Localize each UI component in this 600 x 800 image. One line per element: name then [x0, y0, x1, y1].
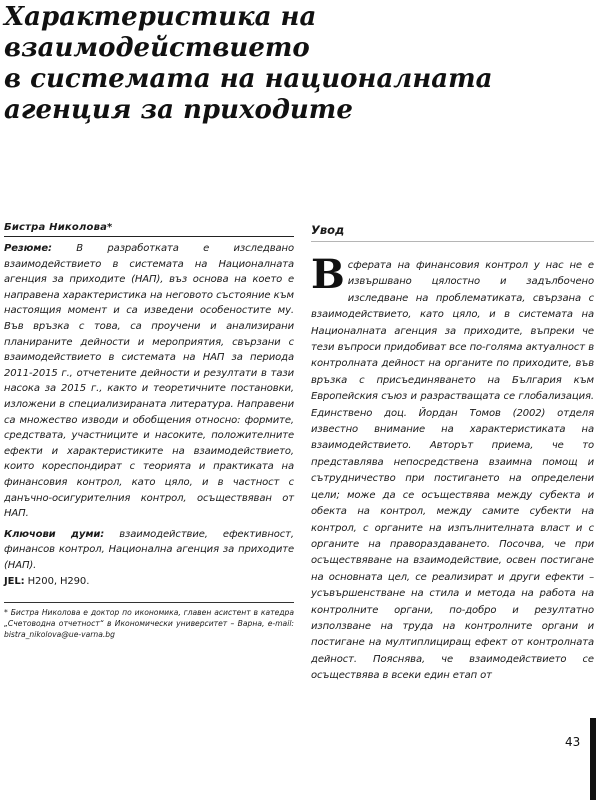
abstract-lead: Резюме:	[4, 243, 52, 254]
left-column	[4, 222, 294, 640]
abstract	[4, 241, 294, 522]
author-name: Бистра Николова*	[4, 222, 294, 237]
keywords-lead: Ключови думи:	[4, 528, 105, 540]
page-edge-bar	[590, 718, 596, 800]
intro-text: сферата на финансовия контрол у нас не е извършвано цялостно и задълбочено изследване на проблематиката, свързана с взаимодействието, като цяло, и в системата на Националната агенция за приходите, въпреки че тези въпроси придобиват все по-голяма актуалност в контролната дейност на органите по приходите, във връзка с присъединяването на България към Европейския съюз и разрастващата се глобализация. Единствено доц. Йордан Томов (2002) отделя известно внимание на характеристиката на взаимодействието. Авторът приема, че то представлява непосредствена взаимна помощ и сътрудничество при постигането на определени цели; може да се осъществява между субекта и обекта на контрол, между самите субекти на контрол, с органите на изпълнителната власт и с органите на правораздаването. Посочва, че при осъществяване на взаимодействие, освен постигане на основната цел, се реализират и други ефекти – усъвършенстване на стила и метода на работа на контролните органи, по-добро и резултатно използване на труда на контролните органи и постигане на мултиплициращ ефект от контролната дейност. Пояснява, че взаимодействието се осъществява в всеки един етап от	[311, 260, 594, 682]
intro-paragraph	[311, 251, 594, 685]
article-title: Характеристика на взаимодействието в системата на националната агенция за приходите	[4, 2, 493, 125]
jel-lead: JEL:	[4, 576, 25, 588]
drop-cap: В	[311, 251, 345, 298]
jel-codes	[4, 574, 294, 590]
keywords	[4, 527, 294, 574]
page-number: 43	[565, 735, 581, 749]
abstract-text: В разработката е изследвано взаимодействието в системата на Националната агенция за приходите (НАП), въз основа на което е направена характеристика на неговото състояние към настоящия момент и са изведени особеностите му. Във връзка с това, са проучени и анализирани планираните дейности и мероприятия, свързани с взаимодействието в системата на НАП за периода 2011-2015 г., отчетените дейности и резултати в тази насока за 2015 г., както и теоретичните постановки, изложени в специализираната литература. Направени са множество изводи и обобщения относно: формите, средствата, участниците и насоките, положителните ефекти и характеристиките на взаимодействието, които кореспондират с теорията и практиката на финансовия контрол, като цяло, и в частност с данъчно-осигурителния контрол, осъществяван от НАП.	[4, 243, 294, 520]
keywords-text: взаимодействие, ефективност, финансов контрол, Национална агенция за приходите (НАП).	[4, 528, 294, 571]
section-heading: Увод	[311, 222, 594, 242]
jel-text: H200, H290.	[27, 576, 90, 588]
author-footnote: * Бистра Николова е доктор по икономика, главен асистент в катедра „Счетоводна отчетност“ в Икономически университет – Варна, e-mail: bistra_nikolova@ue-varna.bg	[4, 602, 294, 640]
right-column	[311, 222, 594, 685]
